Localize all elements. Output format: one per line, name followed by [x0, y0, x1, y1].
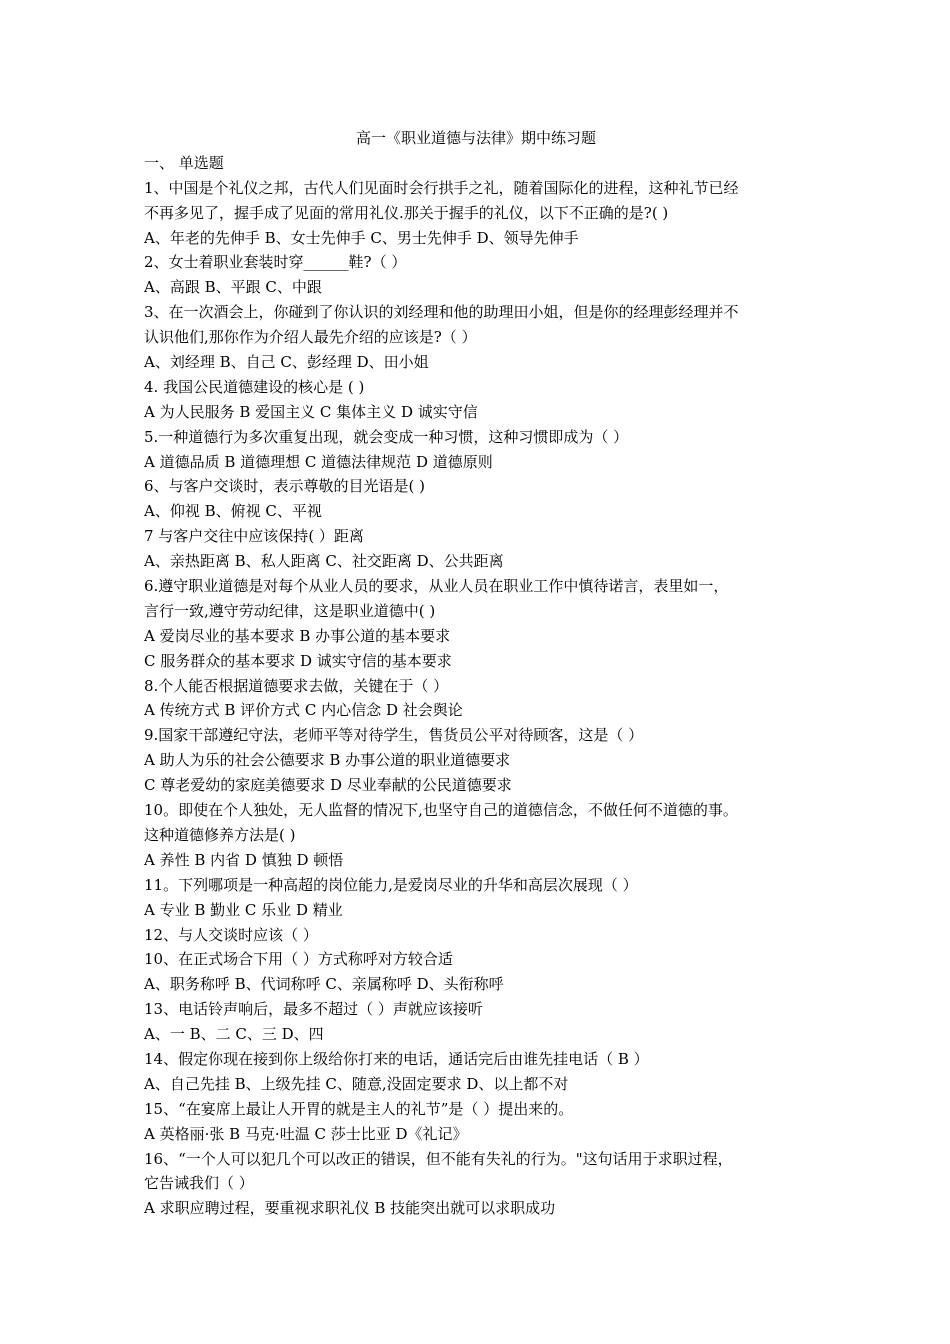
text-line: 5.一种道德行为多次重复出现，就会变成一种习惯，这种习惯即成为（ ）: [144, 427, 629, 446]
text-line: 4. 我国公民道德建设的核心是 ( ): [144, 377, 365, 396]
text-line: A、职务称呼 B、代词称呼 C、亲属称呼 D、头衔称呼: [144, 975, 504, 994]
text-line: 15、“在宴席上最让人开胃的就是主人的礼节”是（ ）提出来的。: [144, 1099, 574, 1118]
text-line: 言行一致,遵守劳动纪律，这是职业道德中( ): [144, 601, 436, 620]
text-line: 6.遵守职业道德是对每个从业人员的要求，从业人员在职业工作中慎待诺言，表里如一，: [144, 577, 729, 596]
text-line: A 助人为乐的社会公德要求 B 办事公道的职业道德要求: [144, 751, 511, 770]
text-line: A 道德品质 B 道德理想 C 道德法律规范 D 道德原则: [144, 452, 493, 471]
text-line: A、刘经理 B、自己 C、彭经理 D、田小姐: [144, 353, 429, 372]
text-line: 10、在正式场合下用（ ）方式称呼对方较合适: [144, 950, 453, 969]
text-line: 10。即使在个人独处，无人监督的情况下,也坚守自己的道德信念，不做任何不道德的事。: [144, 801, 738, 820]
text-line: 13、电话铃声响后，最多不超过（ ）声就应该接听: [144, 1000, 483, 1019]
text-line: 14、假定你现在接到你上级给你打来的电话，通话完后由谁先挂电话（ B ）: [144, 1049, 649, 1068]
text-line: A 传统方式 B 评价方式 C 内心信念 D 社会舆论: [144, 701, 463, 720]
text-line: 它告诫我们（ ）: [144, 1174, 254, 1193]
text-line: 9.国家干部遵纪守法，老师平等对待学生，售货员公平对待顾客，这是（ ）: [144, 726, 644, 745]
text-line: 3、在一次酒会上，你碰到了你认识的刘经理和他的助理田小姐，但是你的经理彭经理并不: [144, 303, 739, 322]
text-line: 认识他们,那你作为介绍人最先介绍的应该是?（ ）: [144, 328, 477, 347]
text-line: 12、与人交谈时应该（ ）: [144, 925, 318, 944]
text-line: 16、“一个人可以犯几个可以改正的错误，但不能有失礼的行为。"这句话用于求职过程，: [144, 1149, 733, 1168]
text-line: A 为人民服务 B 爱国主义 C 集体主义 D 诚实守信: [144, 402, 478, 421]
text-line: A 养性 B 内省 D 慎独 D 顿悟: [144, 850, 344, 869]
document-title: 高一《职业道德与法律》期中练习题: [355, 129, 596, 147]
text-line: A 求职应聘过程，要重视求职礼仪 B 技能突出就可以求职成功: [144, 1199, 556, 1218]
text-line: C 尊老爱幼的家庭美德要求 D 尽业奉献的公民道德要求: [144, 776, 512, 795]
text-line: A 专业 B 勤业 C 乐业 D 精业: [144, 900, 343, 919]
text-line: A、自己先挂 B、上级先挂 C、随意,没固定要求 D、以上都不对: [144, 1074, 569, 1093]
text-line: 2、女士着职业套装时穿______鞋?（ ）: [144, 253, 407, 272]
section-heading: 一、 单选题: [144, 153, 224, 172]
text-line: A、年老的先伸手 B、女士先伸手 C、男士先伸手 D、领导先伸手: [144, 228, 579, 247]
text-line: A、高跟 B、平跟 C、中跟: [144, 278, 322, 297]
text-line: A、仰视 B、俯视 C、平视: [144, 502, 322, 521]
text-line: 11。下列哪项是一种高超的岗位能力,是爱岗尽业的升华和高层次展现（ ）: [144, 875, 638, 894]
text-line: 不再多见了，握手成了见面的常用礼仪.那关于握手的礼仪，以下不正确的是?( ): [144, 203, 669, 222]
text-line: A、亲热距离 B、私人距离 C、社交距离 D、公共距离: [144, 552, 504, 571]
text-line: A 英格丽·张 B 马克·吐温 C 莎士比亚 D《礼记》: [144, 1124, 468, 1143]
text-line: A、一 B、二 C、三 D、四: [144, 1025, 324, 1044]
text-line: 6、与客户交谈时，表示尊敬的目光语是( ): [144, 477, 426, 496]
text-line: C 服务群众的基本要求 D 诚实守信的基本要求: [144, 651, 452, 670]
text-line: A 爱岗尽业的基本要求 B 办事公道的基本要求: [144, 626, 451, 645]
text-line: 这种道德修养方法是( ): [144, 825, 296, 844]
text-line: 8.个人能否根据道德要求去做，关键在于（ ）: [144, 676, 449, 695]
question-list: [144, 176, 808, 1221]
document-body: [144, 126, 808, 1221]
text-line: 7 与客户交往中应该保持( ）距离: [144, 527, 364, 546]
text-line: 1、中国是个礼仪之邦，古代人们见面时会行拱手之礼，随着国际化的进程，这种礼节已经: [144, 178, 739, 197]
